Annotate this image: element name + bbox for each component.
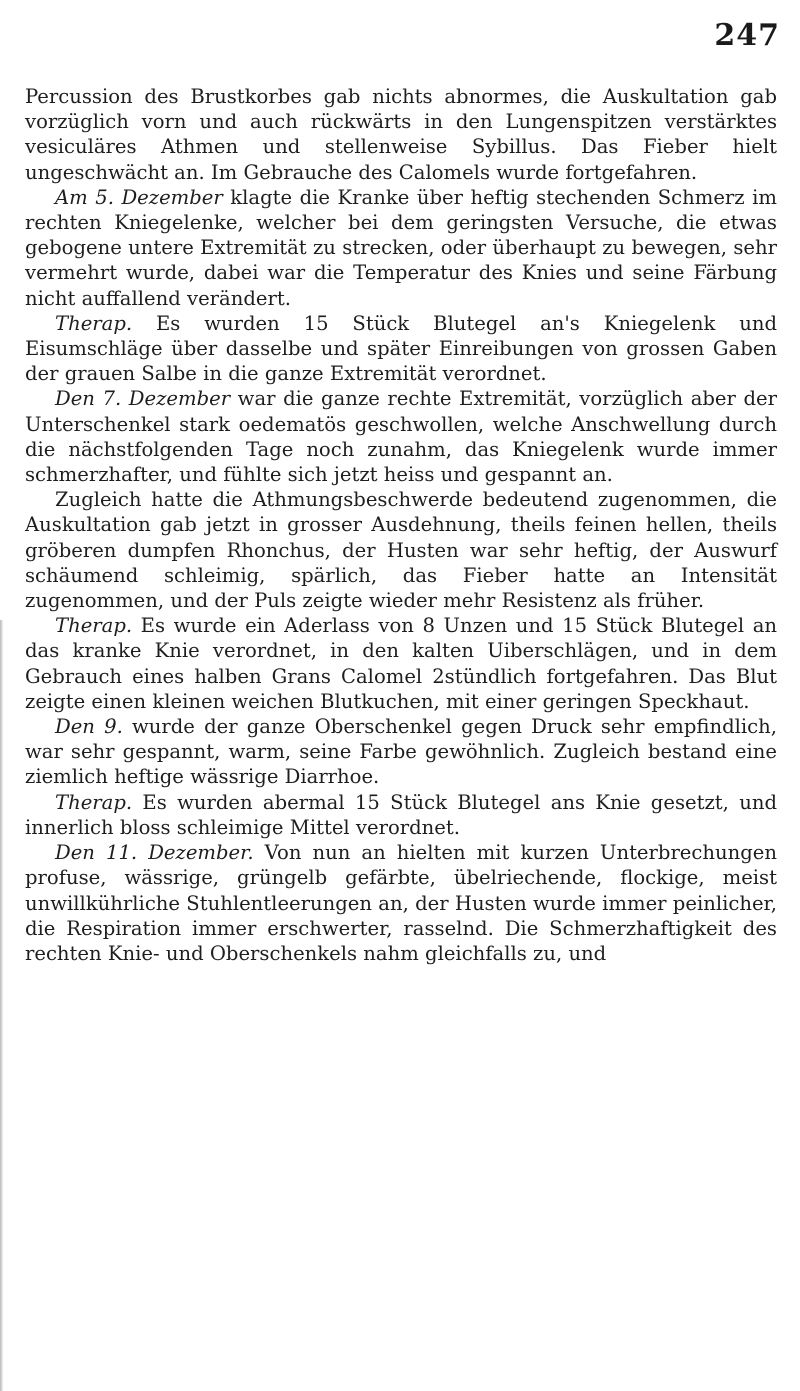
- paragraph-lead: Therap.: [55, 790, 133, 814]
- paragraph: [25, 714, 777, 790]
- paragraph-lead: Therap.: [55, 311, 133, 335]
- paragraph: [25, 613, 777, 714]
- paragraph: [25, 84, 777, 185]
- paragraph: [25, 790, 777, 840]
- paragraph: [25, 487, 777, 613]
- paragraph-lead: Den 7. Dezember: [55, 387, 231, 411]
- paragraph: [25, 840, 777, 966]
- paragraph-lead: Den 9.: [55, 715, 123, 739]
- paragraph: [25, 386, 777, 487]
- paragraph-text: wurde der ganze Oberschenkel gegen Druck sehr empfindlich, war sehr gespannt, warm, seine Farbe gewöhnlich. Zugleich bestand eine ziemlich heftige wässrige Diarrhoe.: [25, 715, 777, 789]
- paragraph: [25, 185, 777, 311]
- page-binding-edge: [0, 620, 3, 1391]
- paragraph-text: Von nun an hielten mit kurzen Unterbrechungen profuse, wässrige, grüngelb gefärbte, übelriechende, flockige, meist unwillkührliche Stuhlentleerungen an, der Husten wurde immer peinlicher, die Respiration immer erschwerter, rasselnd. Die Schmerzhaftigkeit des rechten Knie- und Oberschenkels nahm gleichfalls zu, und: [25, 841, 777, 965]
- paragraph-text: Es wurden abermal 15 Stück Blutegel ans Knie gesetzt, und innerlich bloss schleimige Mittel verordnet.: [25, 790, 777, 839]
- paragraph-text: Es wurde ein Aderlass von 8 Unzen und 15 Stück Blutegel an das kranke Knie verordnet, in den kalten Uiberschlägen, und in dem Gebrauch eines halben Grans Calomel 2stündlich fortgefahren. Das Blut zeigte einen kleinen weichen Blutkuchen, mit einer geringen Speckhaut.: [25, 614, 777, 713]
- paragraph-text: Es wurden 15 Stück Blutegel an's Kniegelenk und Eisumschläge über dasselbe und später Einreibungen von grossen Gaben der grauen Salbe in die ganze Extremität verordnet.: [25, 311, 777, 386]
- paragraph: [25, 311, 777, 387]
- paragraph-lead: Den 11. Dezember.: [55, 841, 254, 865]
- paragraph-text: war die ganze rechte Extremität, vorzüglich aber der Unterschenkel stark oedematös geschwollen, welche Anschwellung durch die nächstfolgenden Tage noch zunahm, das Kniegelenk wurde immer schmerzhafter, und fühlte sich jetzt heiss und gespannt an.: [25, 387, 777, 487]
- paragraph-lead: Therap.: [55, 614, 133, 638]
- paragraph-text: Zugleich hatte die Athmungsbeschwerde bedeutend zugenommen, die Auskultation gab jetzt in grosser Ausdehnung, theils feinen hellen, theils gröberen dumpfen Rhonchus, der Husten war sehr heftig, der Auswurf schäumend schleimig, spärlich, das Fieber hatte an Intensität zugenommen, und der Puls zeigte wieder mehr Resistenz als früher.: [25, 488, 777, 613]
- paragraph-text: Percussion des Brustkorbes gab nichts abnormes, die Auskultation gab vorzüglich vorn und auch rückwärts in den Lungenspitzen verstärktes vesiculäres Athmen und stellenweise Sybillus. Das Fieber hielt ungeschwächt an. Im Gebrauche des Calomels wurde fortgefahren.: [25, 85, 777, 184]
- paragraph-lead: Am 5. Dezember: [55, 185, 223, 209]
- paragraph-text: klagte die Kranke über heftig stechenden Schmerz im rechten Kniegelenke, welcher bei dem geringsten Versuche, die etwas gebogene untere Extremität zu strecken, oder überhaupt zu bewegen, sehr vermehrt wurde, dabei war die Temperatur des Knies und seine Färbung nicht auffallend verändert.: [25, 185, 777, 310]
- body-text: [25, 84, 777, 966]
- page-number: 247: [714, 18, 780, 53]
